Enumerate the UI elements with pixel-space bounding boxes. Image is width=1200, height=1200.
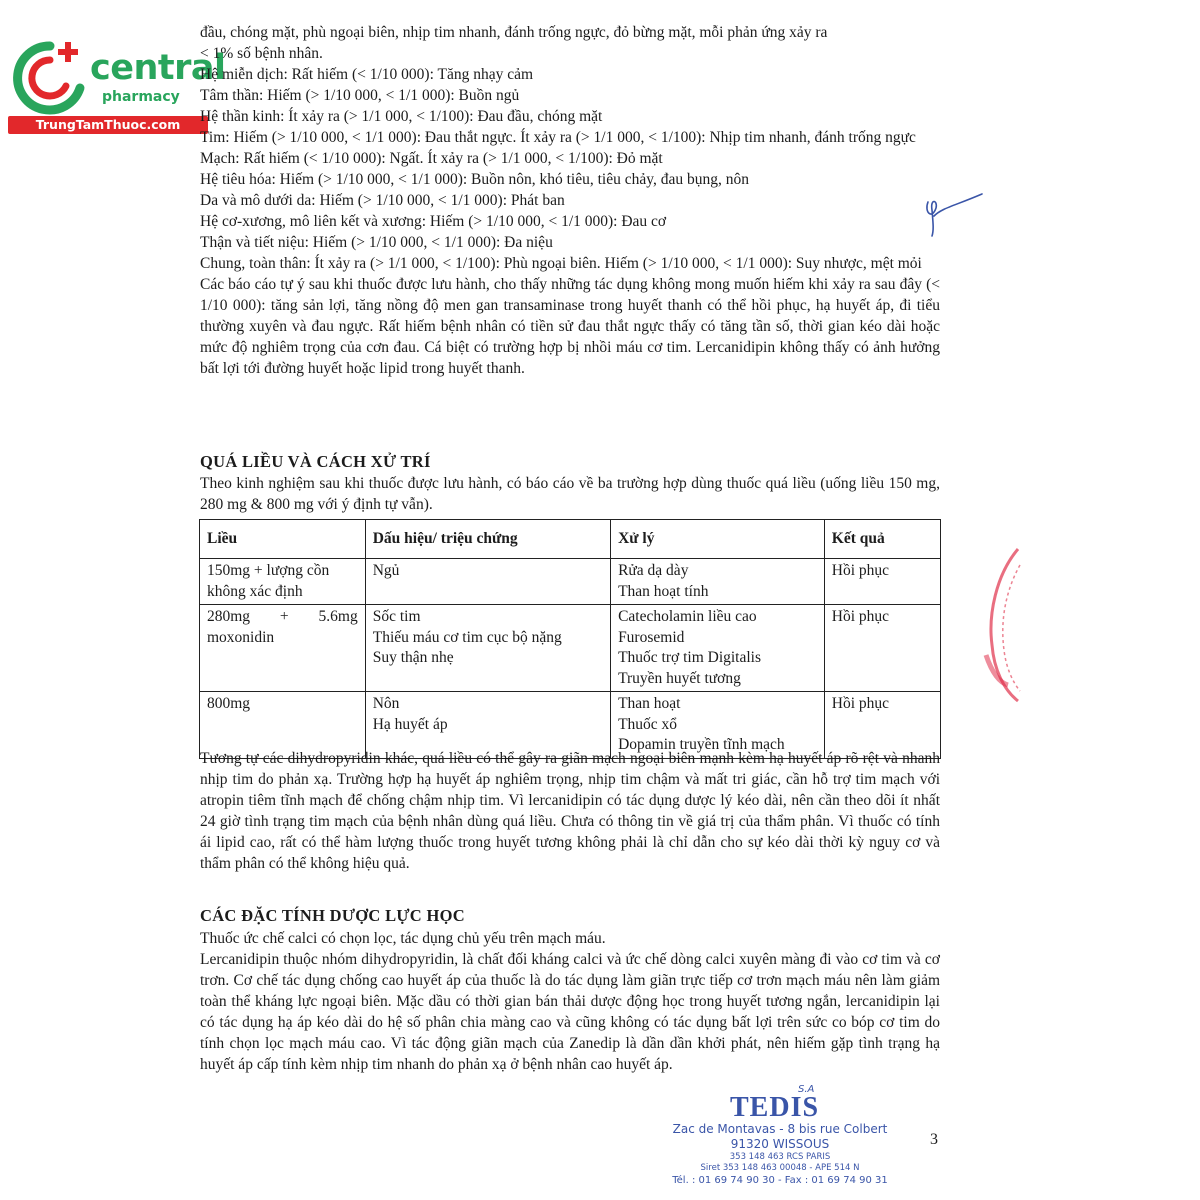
logo-brand-text: central — [90, 48, 226, 88]
header-treatment: Xử lý — [611, 520, 825, 559]
pharmacodynamics-section — [200, 928, 940, 1075]
cell-line: Thiếu máu cơ tim cục bộ nặng — [372, 628, 562, 646]
cell-line: Suy thận nhẹ — [372, 649, 454, 666]
logo-sub-text: pharmacy — [102, 89, 180, 105]
tedis-rcs: 353 148 463 RCS PARIS — [729, 1152, 831, 1162]
cell-dose — [200, 605, 366, 692]
side-effect-postmarketing: Các báo cáo tự ý sau khi thuốc được lưu hành, cho thấy những tác dụng không mong muốn hiếm khi xảy ra sau đây (< 1/10 000): tăng sản lợi, tăng nồng độ men gan transaminase trong huyết thanh có thể hồi phục, hạ huyết áp, đi tiểu thường xuyên và đau ngực. Rất hiếm bệnh nhân có tiền sử đau thắt ngực thấy có tăng tần số, thời gian kéo dài hoặc mức độ nghiêm trọng của cơn đau. Cá biệt có trường hợp bị nhồi máu cơ tim. Lercanidipin không thấy có ảnh hưởng bất lợi tới đường huyết hoặc lipid trong huyết thanh. — [200, 276, 940, 377]
overdose-heading: QUÁ LIỀU VÀ CÁCH XỬ TRÍ — [200, 452, 431, 471]
side-effects-line2: < 1% số bệnh nhân. — [200, 45, 323, 62]
cell-symptoms — [365, 559, 610, 605]
side-effect-musculo: Hệ cơ-xương, mô liên kết và xương: Hiếm (> 1/10 000, < 1/1 000): Đau cơ — [200, 213, 667, 230]
cell-line: Hồi phục — [831, 562, 890, 579]
cell-line: moxonidin — [207, 628, 275, 646]
side-effects-line1: đầu, chóng mặt, phù ngoại biên, nhịp tim nhanh, đánh trống ngực, đỏ bừng mặt, mỗi phản ứng xảy ra — [200, 24, 828, 41]
cell-line: Furosemid — [618, 628, 685, 646]
cell-line: Rửa dạ dày — [618, 562, 689, 579]
cell-treatment — [611, 559, 825, 605]
central-pharmacy-logo[interactable] — [6, 34, 226, 134]
tedis-siret: Siret 353 148 463 00048 - APE 514 N — [700, 1163, 860, 1173]
side-effect-digestive: Hệ tiêu hóa: Hiếm (> 1/10 000, < 1/1 000): Buồn nôn, khó tiêu, tiêu chảy, đau bụng, nôn — [200, 171, 749, 188]
central-logo-icon — [10, 38, 90, 118]
cell-line: Hồi phục — [831, 608, 890, 625]
side-effect-immune: Hệ miễn dịch: Rất hiếm (< 1/10 000): Tăng nhạy cảm — [200, 66, 534, 83]
cell-line: Sốc tim — [372, 608, 421, 625]
cell-line: Hồi phục — [831, 695, 890, 712]
tedis-sa-mark: S.A — [798, 1084, 815, 1095]
overdose-management — [200, 748, 940, 874]
table-row — [200, 559, 941, 605]
cell-line: Than hoạt tính — [618, 582, 709, 600]
cell-line: 150mg + lượng cồn — [207, 562, 330, 579]
cell-line: Truyền huyết tương — [618, 669, 741, 687]
cell-line: Hạ huyết áp — [372, 715, 448, 733]
cell-line: Dopamin truyền tĩnh mạch — [618, 736, 785, 753]
tedis-address-line2: 91320 WISSOUS — [730, 1137, 830, 1151]
cell-line: Than hoạt — [618, 695, 681, 712]
cell-line: Thuốc xổ — [618, 715, 678, 733]
cell-line: 280mg + 5.6mg — [207, 608, 358, 625]
cell-dose — [200, 559, 366, 605]
side-effect-psych: Tâm thần: Hiếm (> 1/10 000, < 1/1 000): Buồn ngủ — [200, 87, 520, 104]
side-effect-neuro: Hệ thần kinh: Ít xảy ra (> 1/1 000, < 1/100): Đau đầu, chóng mặt — [200, 108, 603, 125]
cell-result — [824, 605, 940, 692]
cell-line: không xác định — [207, 582, 303, 600]
pharmacodynamics-p1: Thuốc ức chế calci có chọn lọc, tác dụng chủ yếu trên mạch máu. — [200, 930, 606, 947]
overdose-intro — [200, 473, 940, 515]
header-dose: Liều — [200, 520, 366, 559]
signature-mark — [920, 190, 990, 240]
cell-line: Catecholamin liều cao — [618, 608, 757, 625]
overdose-table — [199, 519, 941, 759]
logo-url-banner[interactable]: TrungTamThuoc.com — [8, 116, 208, 134]
cell-line: Thuốc trợ tim Digitalis — [618, 649, 762, 666]
pharmacodynamics-heading: CÁC ĐẶC TÍNH DƯỢC LỰC HỌC — [200, 906, 465, 925]
tedis-brand: TEDIS — [730, 1092, 820, 1123]
tedis-address-line1: Zac de Montavas - 8 bis rue Colbert — [672, 1122, 888, 1136]
side-effect-kidney: Thận và tiết niệu: Hiếm (> 1/10 000, < 1/1 000): Đa niệu — [200, 234, 553, 251]
header-symptoms: Dấu hiệu/ triệu chứng — [365, 520, 610, 559]
cell-line: 800mg — [207, 695, 251, 712]
pharmacodynamics-p2: Lercanidipin thuộc nhóm dihydropyridin, là chất đối kháng calci và ức chế dòng calci xuyên màng đi vào cơ tim và cơ trơn. Cơ chế tác dụng chống cao huyết áp của thuốc là do tác dụng làm giãn trực tiếp cơ trơn mạch máu nên làm giảm toàn thể kháng lực ngoại biên. Mặc dầu có thời gian bán thải dược động học trong huyết tương ngắn, lercanidipin lại có tác dụng hạ áp kéo dài do hệ số phân chia màng cao và cũng không có tác dụng bất lợi trên sức co bóp cơ tim do tính chọn lọc mạch máu cao. Vì tác động giãn mạch của Zanedip là dần dần khởi phát, nên hiếm gặp tình trạng hạ huyết áp cấp tính kèm nhịp tim nhanh do phản xạ ở bệnh nhân cao huyết áp. — [200, 951, 940, 1073]
cell-symptoms — [365, 605, 610, 692]
tedis-phone: Tél. : 01 69 74 90 30 - Fax : 01 69 74 90 31 — [672, 1175, 888, 1186]
table-row — [200, 605, 941, 692]
cell-treatment — [611, 605, 825, 692]
header-result: Kết quả — [824, 520, 940, 559]
overdose-management-text: Tương tự các dihydropyridin khác, quá liều có thể gây ra giãn mạch ngoại biên mạnh kèm hạ huyết áp rõ rệt và nhanh nhịp tim do phản xạ. Trường hợp hạ huyết áp nghiêm trọng, nhịp tim chậm và mất tri giác, cần hỗ trợ tim mạch với atropin tiêm tĩnh mạch để chống chậm nhịp tim. Vì lercanidipin có tác dụng dược lý kéo dài, nên cần theo dõi ít nhất 24 giờ tình trạng tim mạch của bệnh nhân dùng quá liều. Chưa có thông tin về giá trị của thẩm phân. Vì thuốc có tính ái lipid cao, rất có thể hàm lượng thuốc trong huyết tương không phải là chỉ dẫn cho sự kéo dài thời kỳ nguy cơ và thẩm phân có thể không hiệu quả. — [200, 750, 940, 872]
side-effect-vascular: Mạch: Rất hiếm (< 1/10 000): Ngất. Ít xảy ra (> 1/1 000, < 1/100): Đỏ mặt — [200, 150, 663, 167]
tedis-company-stamp — [660, 1084, 900, 1194]
cell-line: Nôn — [372, 695, 400, 712]
side-effects-section — [200, 22, 940, 379]
side-effect-skin: Da và mô dưới da: Hiếm (> 1/10 000, < 1/1 000): Phát ban — [200, 192, 565, 209]
overdose-intro-text: Theo kinh nghiệm sau khi thuốc được lưu hành, có báo cáo về ba trường hợp dùng thuốc quá liều (uống liều 150 mg, 280 mg & 800 mg với ý định tự vẫn). — [200, 475, 940, 513]
side-effect-heart: Tim: Hiếm (> 1/10 000, < 1/1 000): Đau thắt ngực. Ít xảy ra (> 1/1 000, < 1/100): Nhịp tim nhanh, đánh trống ngực — [200, 129, 916, 146]
table-header-row — [200, 520, 941, 559]
red-seal-stamp — [978, 545, 1023, 705]
cell-result — [824, 559, 940, 605]
page-number: 3 — [930, 1131, 938, 1148]
cell-line: Ngủ — [372, 562, 400, 579]
side-effect-general: Chung, toàn thân: Ít xảy ra (> 1/1 000, < 1/100): Phù ngoại biên. Hiếm (> 1/10 000, < 1/1 000): Suy nhược, mệt mỏi — [200, 255, 922, 272]
